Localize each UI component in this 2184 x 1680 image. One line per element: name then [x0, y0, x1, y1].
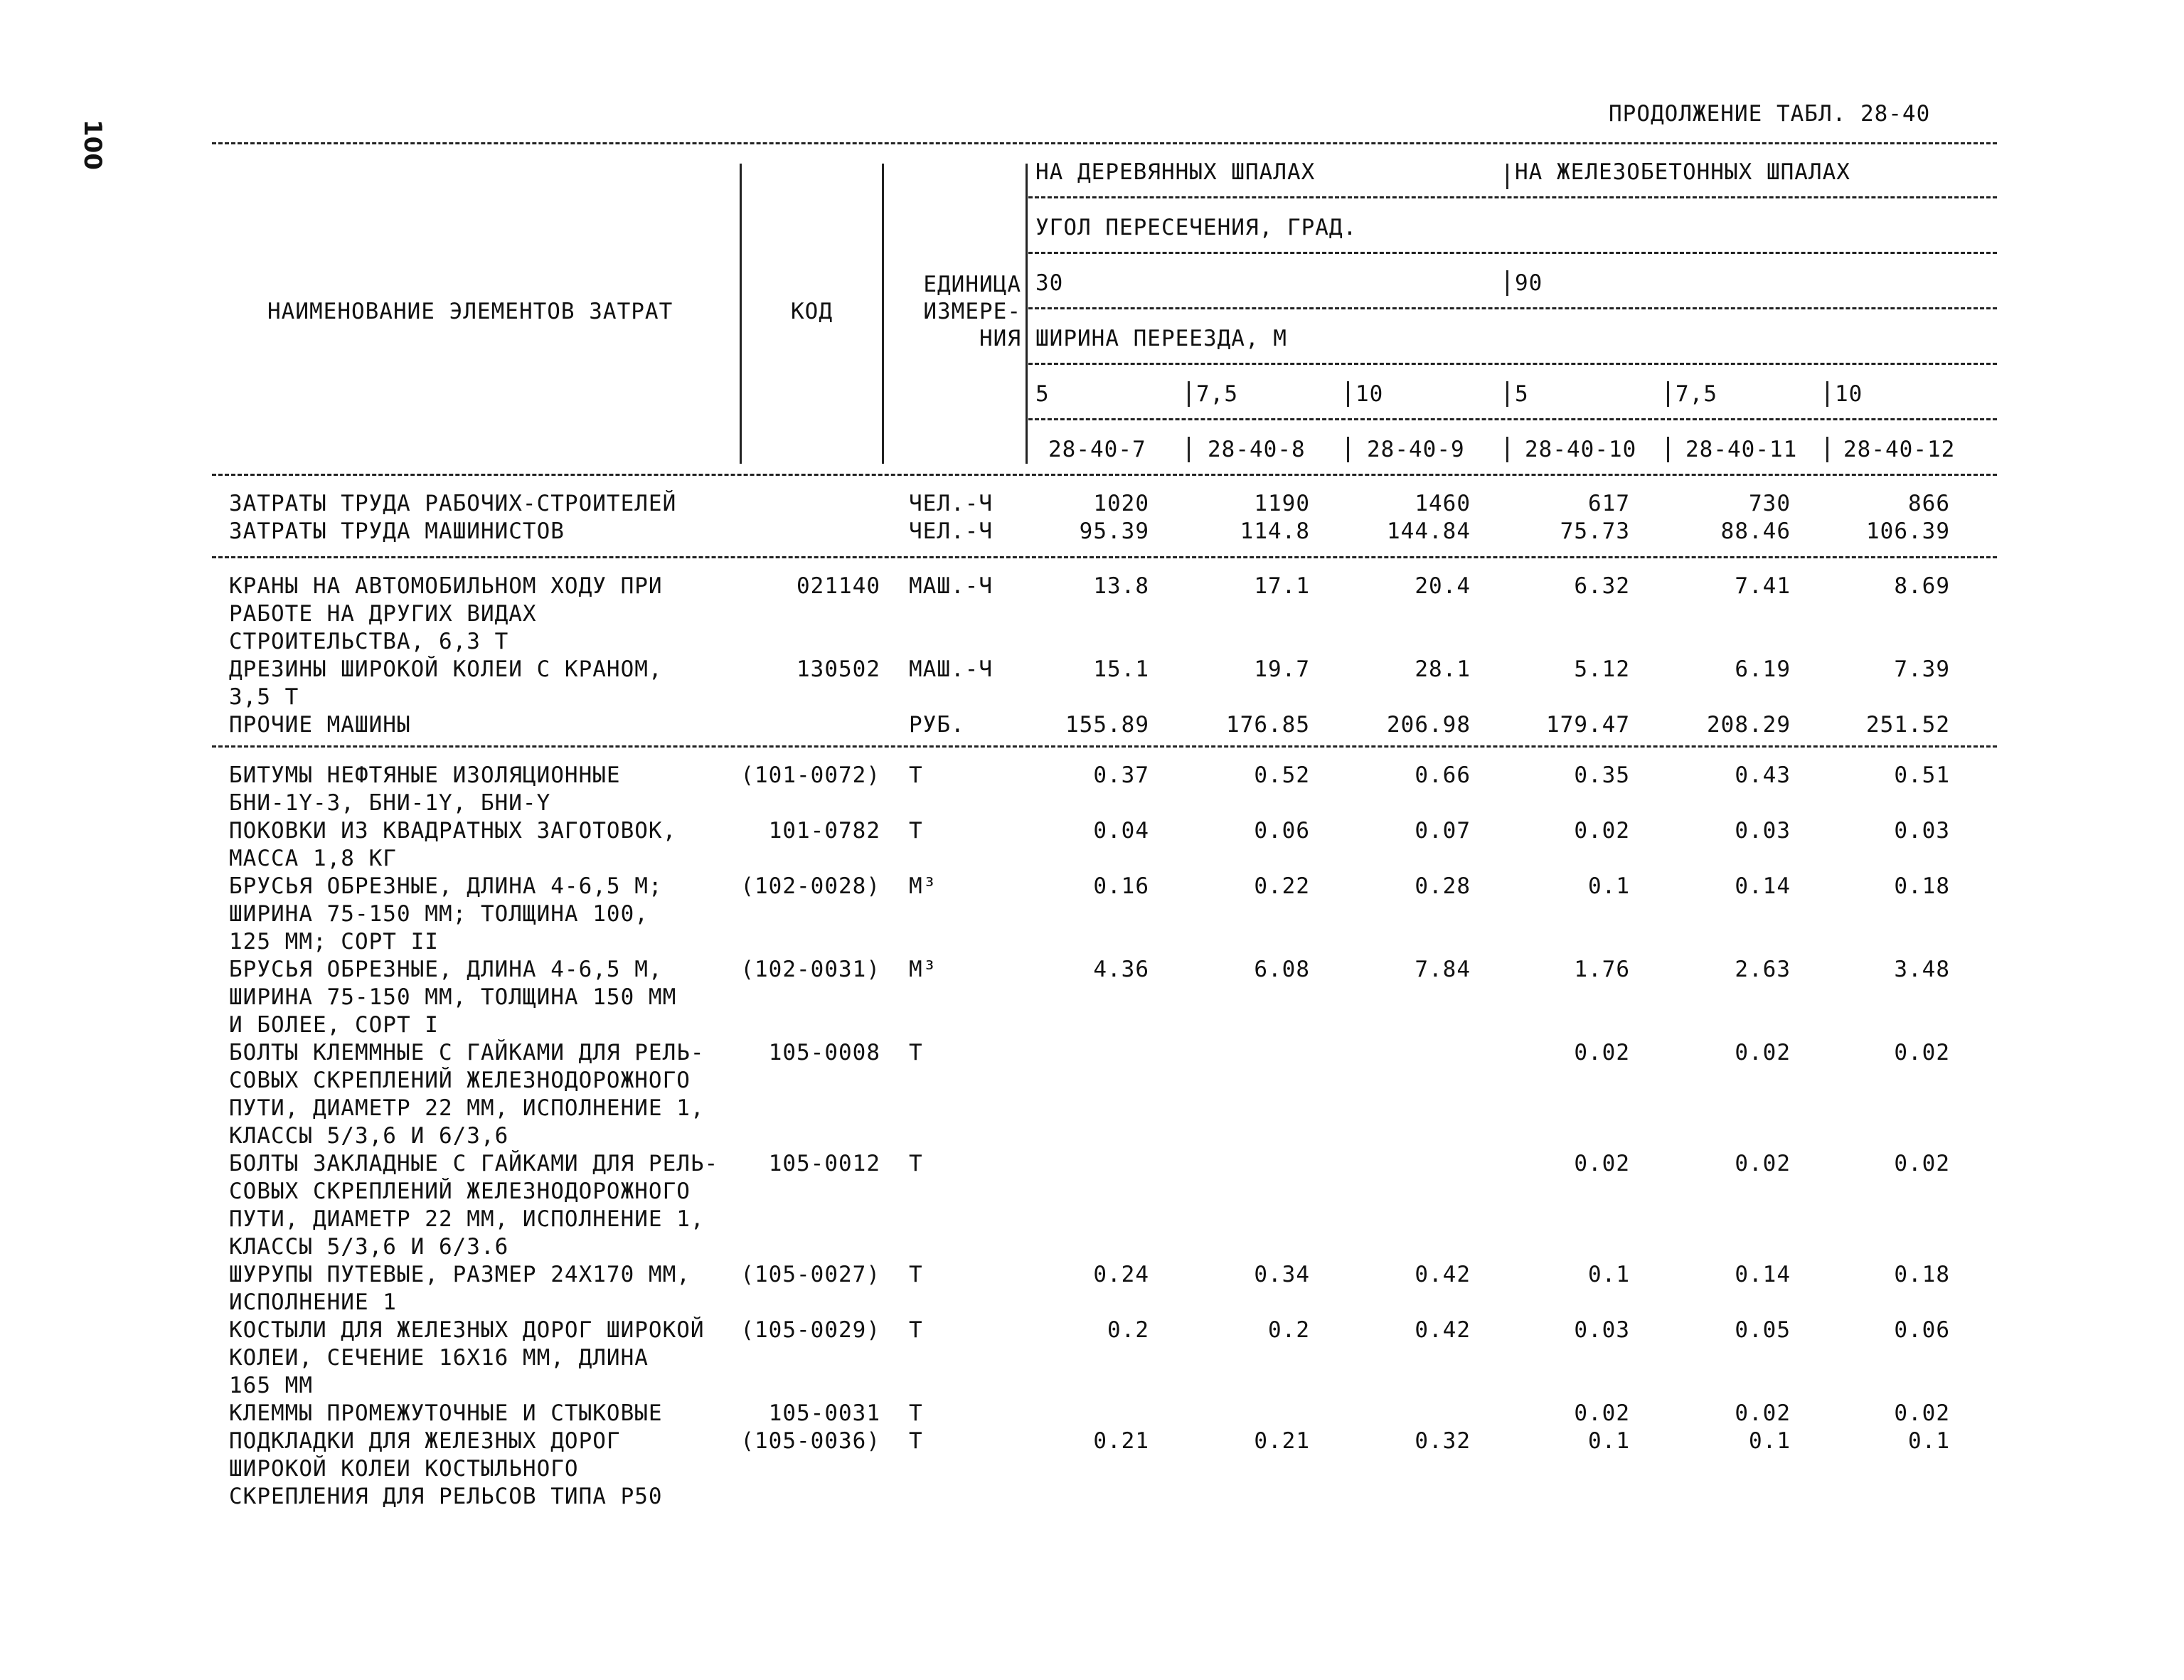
machine-row-value: 13.8 — [1093, 573, 1149, 599]
machine-row-value: 28.1 — [1415, 656, 1471, 682]
material-row-value: 0.06 — [1894, 1317, 1950, 1343]
header-code-4: 28-40-10 — [1525, 437, 1637, 462]
material-row-value: 0.42 — [1415, 1317, 1471, 1343]
material-row-value: 0.02 — [1735, 1151, 1791, 1176]
machine-row-name: 3,5 Т — [229, 684, 299, 710]
material-row-name: КОЛЕИ, СЕЧЕНИЕ 16Х16 ММ, ДЛИНА — [229, 1345, 649, 1371]
rule-after-machines — [212, 745, 1997, 748]
header-unit-line3: НИЯ — [979, 326, 1021, 351]
machine-row-value: 8.69 — [1894, 573, 1950, 599]
material-row-code: 105-0008 — [768, 1040, 880, 1065]
material-row-value: 0.34 — [1254, 1262, 1310, 1287]
header-vline-angle90 — [1506, 270, 1508, 296]
material-row-value: 0.05 — [1735, 1317, 1791, 1343]
rule-header-3 — [1028, 307, 1997, 309]
material-row-unit: Т — [909, 1151, 923, 1176]
material-row-name: 165 ММ — [229, 1373, 313, 1398]
material-row-name: КЛАССЫ 5/3,6 И 6/3,6 — [229, 1123, 509, 1149]
material-row-code: (105-0036) — [740, 1428, 880, 1454]
rule-after-labor — [212, 556, 1997, 558]
header-width-2: 7,5 — [1196, 381, 1238, 407]
material-row-name: ШИРИНА 75-150 ММ, ТОЛЩИНА 150 ММ — [229, 984, 677, 1010]
material-row-value: 0.14 — [1735, 873, 1791, 899]
machine-row-value: 176.85 — [1226, 712, 1310, 738]
material-row-value: 0.18 — [1894, 1262, 1950, 1287]
material-row-value: 0.18 — [1894, 873, 1950, 899]
header-width-4: 5 — [1515, 381, 1529, 407]
header-code-3: 28-40-9 — [1367, 437, 1465, 462]
page-number: 100 — [78, 119, 107, 170]
labor-row-value: 95.39 — [1079, 519, 1149, 544]
machine-row-value: 6.32 — [1574, 573, 1630, 599]
material-row-value: 0.21 — [1254, 1428, 1310, 1454]
labor-row-value: 114.8 — [1240, 519, 1310, 544]
machine-row-value: 17.1 — [1254, 573, 1310, 599]
material-row-name: БОЛТЫ ЗАКЛАДНЫЕ С ГАЙКАМИ ДЛЯ РЕЛЬ- — [229, 1151, 719, 1176]
material-row-value: 1.76 — [1574, 957, 1630, 982]
material-row-value: 0.52 — [1254, 762, 1310, 788]
header-code-col: КОД — [791, 299, 833, 324]
material-row-unit: Т — [909, 1317, 923, 1343]
machine-row-value: 208.29 — [1707, 712, 1791, 738]
material-row-value: 2.63 — [1735, 957, 1791, 982]
material-row-code: (105-0027) — [740, 1262, 880, 1287]
material-row-value: 0.02 — [1574, 1400, 1630, 1426]
labor-row-name: ЗАТРАТЫ ТРУДА МАШИНИСТОВ — [229, 519, 565, 544]
material-row-name: БНИ-1Y-3, БНИ-1Y, БНИ-Y — [229, 790, 551, 816]
material-row-name: БРУСЬЯ ОБРЕЗНЫЕ, ДЛИНА 4-6,5 М; — [229, 873, 663, 899]
material-row-code: (101-0072) — [740, 762, 880, 788]
material-row-value: 0.02 — [1894, 1040, 1950, 1065]
machine-row-value: 7.41 — [1735, 573, 1791, 599]
labor-row-unit: ЧЕЛ.-Ч — [909, 519, 993, 544]
material-row-value: 0.1 — [1588, 1428, 1630, 1454]
machine-row-code: 130502 — [797, 656, 880, 682]
material-row-value: 0.2 — [1107, 1317, 1149, 1343]
continuation-caption: ПРОДОЛЖЕНИЕ ТАБЛ. 28-40 — [1609, 101, 1931, 127]
material-row-name: КОСТЫЛИ ДЛЯ ЖЕЛЕЗНЫХ ДОРОГ ШИРОКОЙ — [229, 1317, 705, 1343]
material-row-value: 0.02 — [1894, 1400, 1950, 1426]
rule-header-5 — [1028, 418, 1997, 420]
material-row-unit: Т — [909, 1040, 923, 1065]
header-vline-concrete — [1506, 164, 1508, 189]
material-row-code: 105-0031 — [768, 1400, 880, 1426]
machine-row-value: 206.98 — [1387, 712, 1471, 738]
labor-row-value: 1460 — [1415, 491, 1471, 516]
material-row-value: 0.02 — [1735, 1400, 1791, 1426]
material-row-code: (105-0029) — [740, 1317, 880, 1343]
machine-row-name: КРАНЫ НА АВТОМОБИЛЬНОМ ХОДУ ПРИ — [229, 573, 663, 599]
header-vline-c2 — [1188, 437, 1190, 462]
material-row-name: ШИРИНА 75-150 ММ; ТОЛЩИНА 100, — [229, 901, 649, 927]
material-row-name: ПОДКЛАДКИ ДЛЯ ЖЕЛЕЗНЫХ ДОРОГ — [229, 1428, 621, 1454]
labor-row-value: 730 — [1749, 491, 1791, 516]
material-row-value: 4.36 — [1093, 957, 1149, 982]
header-name-col: НАИМЕНОВАНИЕ ЭЛЕМЕНТОВ ЗАТРАТ — [267, 299, 673, 324]
material-row-code: (102-0028) — [740, 873, 880, 899]
header-width-3: 10 — [1355, 381, 1384, 407]
machine-row-name: ПРОЧИЕ МАШИНЫ — [229, 712, 411, 738]
material-row-unit: Т — [909, 1428, 923, 1454]
header-vline-code — [882, 164, 884, 464]
machine-row-name: СТРОИТЕЛЬСТВА, 6,3 Т — [229, 629, 509, 654]
header-vline-w2 — [1188, 381, 1190, 407]
header-angle-90: 90 — [1515, 270, 1543, 296]
labor-row-value: 88.46 — [1720, 519, 1791, 544]
machine-row-name: РАБОТЕ НА ДРУГИХ ВИДАХ — [229, 601, 537, 627]
header-vline-c4 — [1506, 437, 1508, 462]
material-row-name: БОЛТЫ КЛЕММНЫЕ С ГАЙКАМИ ДЛЯ РЕЛЬ- — [229, 1040, 705, 1065]
header-code-1: 28-40-7 — [1048, 437, 1146, 462]
material-row-name: ШУРУПЫ ПУТЕВЫЕ, РАЗМЕР 24Х170 ММ, — [229, 1262, 691, 1287]
header-code-2: 28-40-8 — [1208, 437, 1306, 462]
header-vline-c5 — [1667, 437, 1669, 462]
material-row-value: 0.02 — [1574, 1040, 1630, 1065]
material-row-value: 3.48 — [1894, 957, 1950, 982]
header-vline-w6 — [1826, 381, 1828, 407]
material-row-name: БРУСЬЯ ОБРЕЗНЫЕ, ДЛИНА 4-6,5 М, — [229, 957, 663, 982]
material-row-value: 0.42 — [1415, 1262, 1471, 1287]
labor-row-value: 144.84 — [1387, 519, 1471, 544]
material-row-value: 0.22 — [1254, 873, 1310, 899]
material-row-name: 125 ММ; СОРТ II — [229, 929, 439, 955]
header-unit-line1: ЕДИНИЦА — [923, 272, 1021, 297]
machine-row-code: 021140 — [797, 573, 880, 599]
header-vline-w5 — [1667, 381, 1669, 407]
material-row-value: 0.1 — [1749, 1428, 1791, 1454]
header-vline-w3 — [1347, 381, 1349, 407]
material-row-name: КЛЕММЫ ПРОМЕЖУТОЧНЫЕ И СТЫКОВЫЕ — [229, 1400, 663, 1426]
rule-header-4 — [1028, 363, 1997, 365]
material-row-name: СОВЫХ СКРЕПЛЕНИЙ ЖЕЛЕЗНОДОРОЖНОГО — [229, 1068, 691, 1093]
labor-row-value: 866 — [1908, 491, 1950, 516]
machine-row-value: 15.1 — [1093, 656, 1149, 682]
material-row-value: 0.02 — [1735, 1040, 1791, 1065]
machine-row-unit: МАШ.-Ч — [909, 573, 993, 599]
material-row-value: 0.66 — [1415, 762, 1471, 788]
header-width: ШИРИНА ПЕРЕЕЗДА, М — [1035, 326, 1287, 351]
material-row-name: МАССА 1,8 КГ — [229, 846, 397, 871]
material-row-value: 0.51 — [1894, 762, 1950, 788]
header-code-6: 28-40-12 — [1843, 437, 1956, 462]
header-vline-c3 — [1347, 437, 1349, 462]
machine-row-name: ДРЕЗИНЫ ШИРОКОЙ КОЛЕИ С КРАНОМ, — [229, 656, 663, 682]
material-row-value: 0.14 — [1735, 1262, 1791, 1287]
material-row-value: 0.02 — [1574, 1151, 1630, 1176]
material-row-unit: Т — [909, 762, 923, 788]
labor-row-value: 106.39 — [1866, 519, 1950, 544]
material-row-name: СКРЕПЛЕНИЯ ДЛЯ РЕЛЬСОВ ТИПА Р50 — [229, 1484, 663, 1509]
material-row-code: 105-0012 — [768, 1151, 880, 1176]
material-row-value: 0.07 — [1415, 818, 1471, 844]
machine-row-unit: РУБ. — [909, 712, 965, 738]
header-width-1: 5 — [1035, 381, 1050, 407]
machine-row-value: 19.7 — [1254, 656, 1310, 682]
labor-row-value: 617 — [1588, 491, 1630, 516]
material-row-name: БИТУМЫ НЕФТЯНЫЕ ИЗОЛЯЦИОННЫЕ — [229, 762, 621, 788]
labor-row-value: 75.73 — [1560, 519, 1630, 544]
header-width-5: 7,5 — [1676, 381, 1717, 407]
material-row-name: ПУТИ, ДИАМЕТР 22 ММ, ИСПОЛНЕНИЕ 1, — [229, 1206, 705, 1232]
header-unit-line2: ИЗМЕРЕ- — [923, 299, 1021, 324]
material-row-value: 0.43 — [1735, 762, 1791, 788]
machine-row-value: 179.47 — [1546, 712, 1630, 738]
material-row-value: 0.32 — [1415, 1428, 1471, 1454]
material-row-value: 6.08 — [1254, 957, 1310, 982]
rule-header-2 — [1028, 252, 1997, 254]
rule-top — [212, 142, 1997, 144]
machine-row-value: 6.19 — [1735, 656, 1791, 682]
material-row-code: (102-0031) — [740, 957, 880, 982]
material-row-unit: М³ — [909, 957, 937, 982]
header-concrete-sleepers: НА ЖЕЛЕЗОБЕТОННЫХ ШПАЛАХ — [1515, 159, 1850, 185]
machine-row-unit: МАШ.-Ч — [909, 656, 993, 682]
material-row-value: 0.03 — [1894, 818, 1950, 844]
material-row-name: И БОЛЕЕ, СОРТ I — [229, 1012, 439, 1038]
material-row-unit: Т — [909, 818, 923, 844]
machine-row-value: 155.89 — [1065, 712, 1149, 738]
labor-row-name: ЗАТРАТЫ ТРУДА РАБОЧИХ-СТРОИТЕЛЕЙ — [229, 491, 677, 516]
header-angle-30: 30 — [1035, 270, 1064, 296]
rule-header-1 — [1028, 196, 1997, 198]
material-row-value: 0.02 — [1894, 1151, 1950, 1176]
header-vline-c6 — [1826, 437, 1828, 462]
header-vline-w4 — [1506, 381, 1508, 407]
material-row-value: 0.35 — [1574, 762, 1630, 788]
material-row-value: 0.37 — [1093, 762, 1149, 788]
header-code-5: 28-40-11 — [1685, 437, 1798, 462]
header-vline-name — [740, 164, 742, 464]
material-row-value: 7.84 — [1415, 957, 1471, 982]
machine-row-value: 20.4 — [1415, 573, 1471, 599]
material-row-value: 0.1 — [1588, 873, 1630, 899]
material-row-value: 0.2 — [1268, 1317, 1310, 1343]
material-row-name: ИСПОЛНЕНИЕ 1 — [229, 1290, 397, 1315]
machine-row-value: 7.39 — [1894, 656, 1950, 682]
labor-row-value: 1190 — [1254, 491, 1310, 516]
material-row-value: 0.03 — [1574, 1317, 1630, 1343]
material-row-value: 0.21 — [1093, 1428, 1149, 1454]
material-row-value: 0.28 — [1415, 873, 1471, 899]
material-row-unit: Т — [909, 1400, 923, 1426]
rule-header-bottom — [212, 474, 1997, 476]
material-row-code: 101-0782 — [768, 818, 880, 844]
header-wood-sleepers: НА ДЕРЕВЯННЫХ ШПАЛАХ — [1035, 159, 1316, 185]
header-angle: УГОЛ ПЕРЕСЕЧЕНИЯ, ГРАД. — [1035, 215, 1358, 240]
material-row-value: 0.03 — [1735, 818, 1791, 844]
machine-row-value: 5.12 — [1574, 656, 1630, 682]
material-row-value: 0.1 — [1588, 1262, 1630, 1287]
labor-row-unit: ЧЕЛ.-Ч — [909, 491, 993, 516]
material-row-value: 0.04 — [1093, 818, 1149, 844]
material-row-name: СОВЫХ СКРЕПЛЕНИЙ ЖЕЛЕЗНОДОРОЖНОГО — [229, 1179, 691, 1204]
machine-row-value: 251.52 — [1866, 712, 1950, 738]
material-row-name: ПОКОВКИ ИЗ КВАДРАТНЫХ ЗАГОТОВОК, — [229, 818, 677, 844]
material-row-unit: Т — [909, 1262, 923, 1287]
material-row-name: ШИРОКОЙ КОЛЕИ КОСТЫЛЬНОГО — [229, 1456, 579, 1482]
material-row-unit: М³ — [909, 873, 937, 899]
material-row-name: КЛАССЫ 5/3,6 И 6/3.6 — [229, 1234, 509, 1260]
material-row-value: 0.06 — [1254, 818, 1310, 844]
material-row-value: 0.02 — [1574, 818, 1630, 844]
material-row-value: 0.1 — [1908, 1428, 1950, 1454]
material-row-value: 0.16 — [1093, 873, 1149, 899]
material-row-value: 0.24 — [1093, 1262, 1149, 1287]
material-row-name: ПУТИ, ДИАМЕТР 22 ММ, ИСПОЛНЕНИЕ 1, — [229, 1095, 705, 1121]
header-width-6: 10 — [1835, 381, 1863, 407]
header-vline-unit — [1026, 164, 1028, 464]
labor-row-value: 1020 — [1093, 491, 1149, 516]
